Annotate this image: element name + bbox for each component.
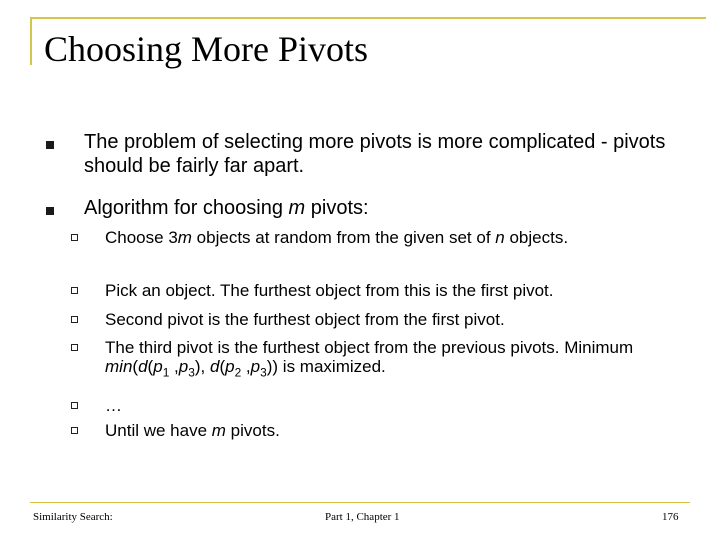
- sub-bullet-item: [0, 310, 720, 330]
- title-accent-top: [30, 17, 706, 19]
- square-bullet-icon: [46, 141, 54, 149]
- sub-bullet-text: Choose 3m objects at random from the given set of n objects.: [105, 228, 569, 247]
- footer-chapter: Part 1, Chapter 1: [325, 511, 400, 523]
- sub-bullet-item: [0, 421, 720, 441]
- hollow-square-bullet-icon: [71, 287, 78, 294]
- sub-bullet-item: [0, 228, 720, 268]
- title-accent-left: [30, 17, 32, 65]
- hollow-square-bullet-icon: [71, 344, 78, 351]
- hollow-square-bullet-icon: [71, 316, 78, 323]
- bullet-text: The problem of selecting more pivots is more complicated - pivots should be fairly far apart.: [84, 131, 666, 177]
- footer-divider: [30, 502, 690, 503]
- footer-source: Similarity Search:: [33, 511, 113, 523]
- bullet-item: [0, 196, 720, 222]
- bullet-item: [0, 130, 720, 180]
- sub-bullet-text: Second pivot is the furthest object from the first pivot.: [105, 310, 505, 329]
- hollow-square-bullet-icon: [71, 234, 78, 241]
- page-number: 176: [662, 511, 679, 523]
- sub-bullet-text: Pick an object. The furthest object from this is the first pivot.: [105, 281, 554, 300]
- square-bullet-icon: [46, 207, 54, 215]
- bullet-text: Algorithm for choosing m pivots:: [84, 197, 369, 219]
- slide-title: Choosing More Pivots: [44, 29, 369, 69]
- sub-bullet-text: The third pivot is the furthest object from the previous pivots. Minimum $\min(d(p_1$ $,p_3$), $d(p_2$ $,p_3$)) is maximized.: [105, 338, 634, 380]
- sub-bullet-item: [0, 281, 720, 301]
- hollow-square-bullet-icon: [71, 427, 78, 434]
- sub-bullet-item: [0, 338, 720, 378]
- sub-bullet-text: Until we have m pivots.: [105, 421, 280, 440]
- sub-bullet-text: …: [105, 396, 122, 415]
- hollow-square-bullet-icon: [71, 402, 78, 409]
- sub-bullet-item: [0, 396, 720, 416]
